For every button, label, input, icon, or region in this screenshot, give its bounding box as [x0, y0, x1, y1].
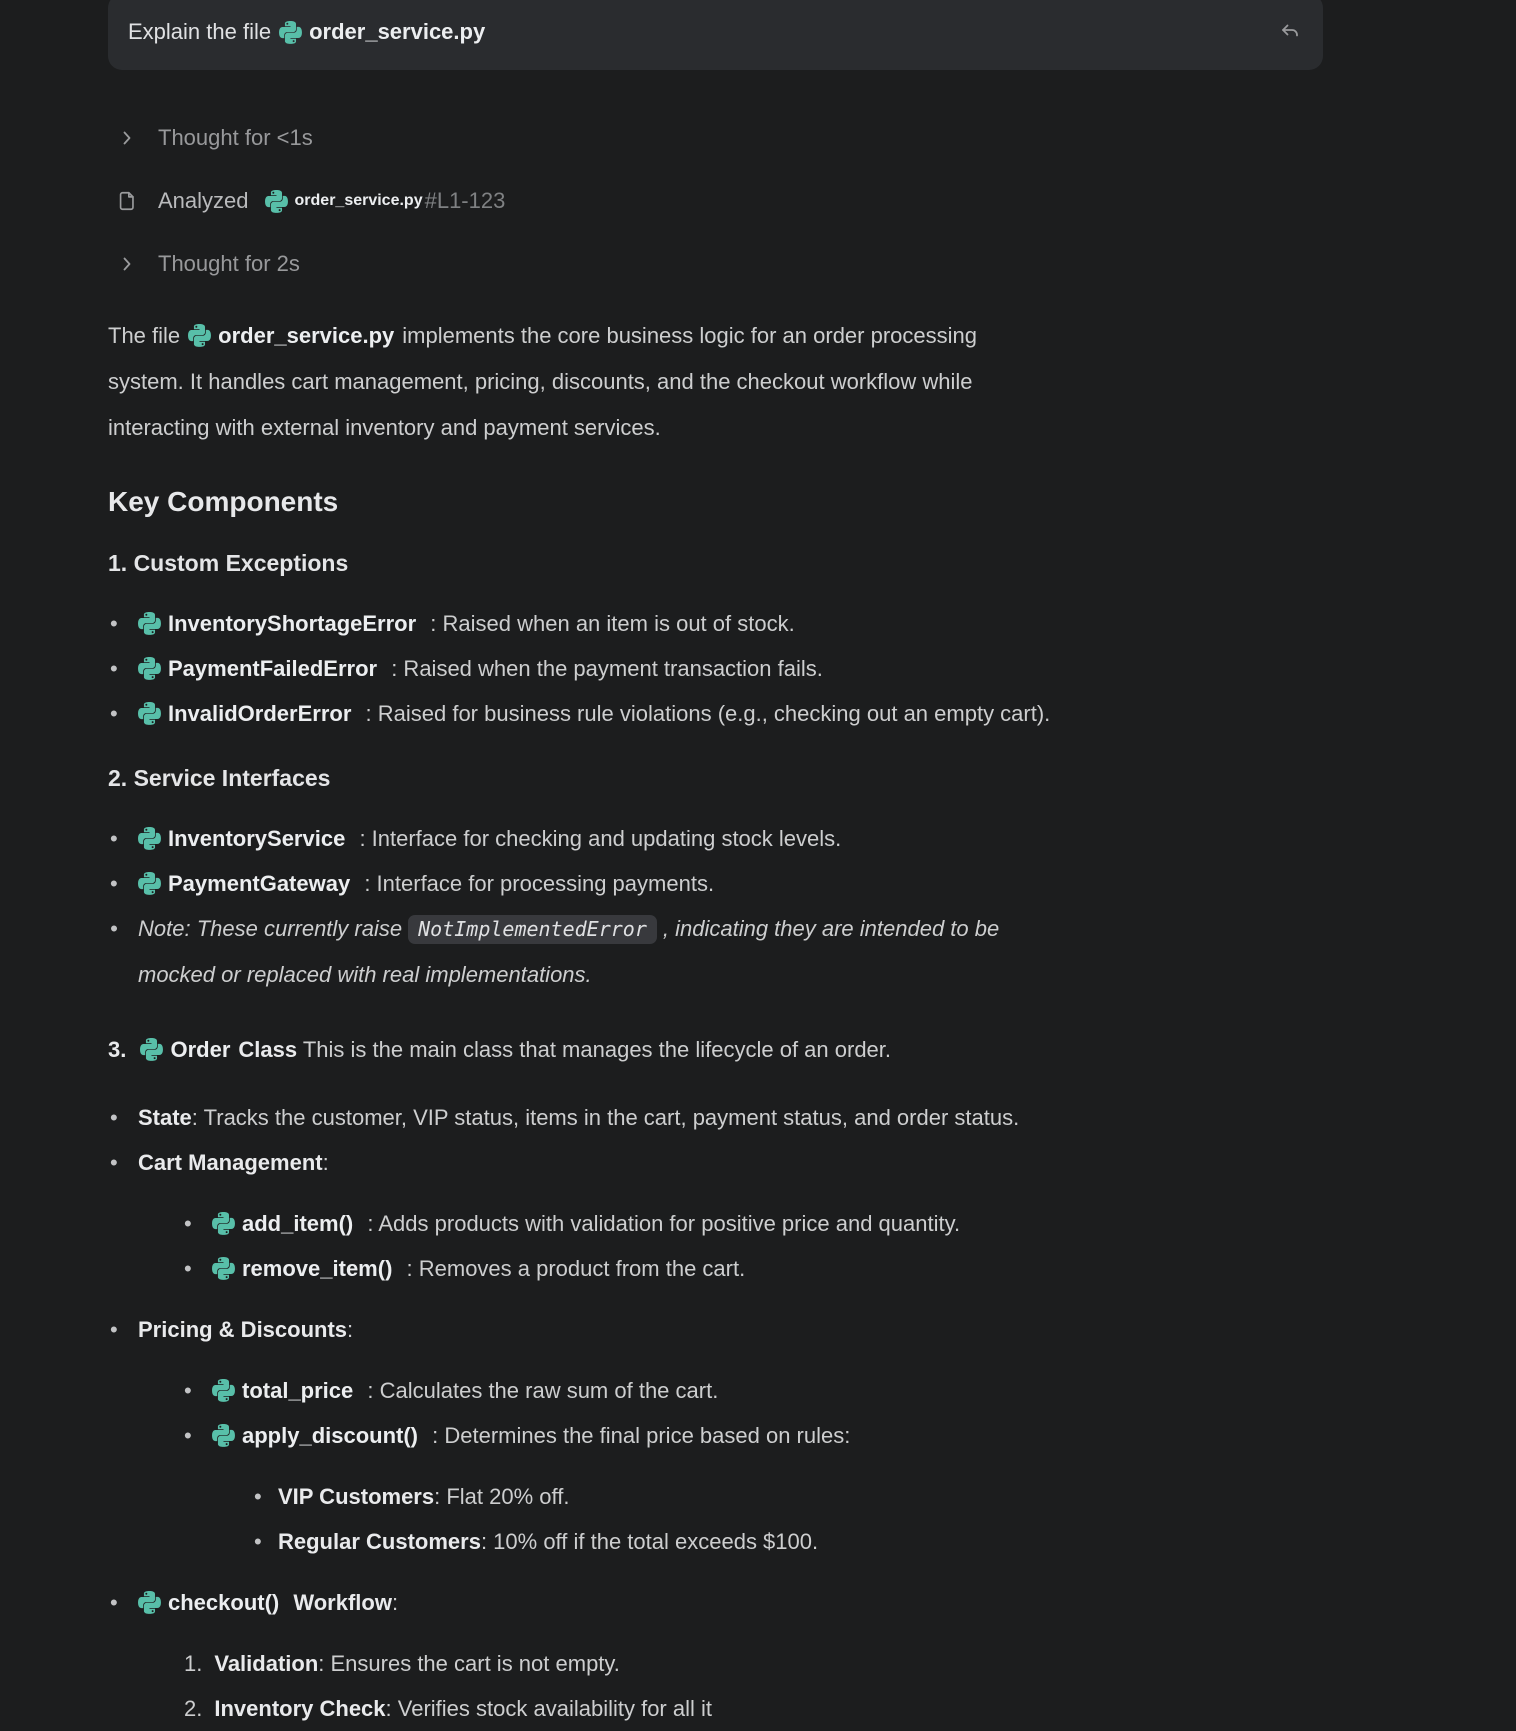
- bold-label: Validation: [214, 1651, 319, 1676]
- list-item: [182, 1413, 1423, 1564]
- note-text-line2: mocked or replaced with real implementations.: [138, 962, 592, 987]
- symbol-reference[interactable]: apply_discount(): [212, 1423, 418, 1448]
- python-icon: [212, 1257, 235, 1280]
- discount-rules-sublist: [254, 1474, 1423, 1564]
- intro-text: system. It handles cart management, pricing, discounts, and the checkout workflow while: [108, 369, 973, 394]
- list-item: [108, 1095, 1423, 1140]
- python-icon: [138, 827, 161, 850]
- inline-code: NotImplementedError: [408, 915, 657, 944]
- intro-paragraph: [108, 313, 1423, 451]
- item-text: : Adds products with validation for positive price and quantity.: [367, 1211, 961, 1236]
- bold-label: Regular Customers: [278, 1529, 481, 1554]
- symbol-reference[interactable]: add_item(): [212, 1211, 353, 1236]
- python-icon: [138, 612, 161, 635]
- bold-label: Workflow: [293, 1590, 392, 1615]
- user-message-bubble[interactable]: [108, 0, 1323, 70]
- service-interfaces-list: [108, 816, 1423, 997]
- bold-label: VIP Customers: [278, 1484, 435, 1509]
- thought-step-2[interactable]: [108, 243, 1423, 285]
- python-icon: [212, 1379, 235, 1402]
- python-icon: [212, 1212, 235, 1235]
- item-text: : Raised when the payment transaction fails.: [391, 656, 823, 681]
- python-icon: [188, 324, 211, 347]
- undo-icon: [1278, 20, 1302, 44]
- item-text: : Verifies stock availability for all it: [385, 1696, 712, 1721]
- item-text: : Flat 20% off.: [434, 1484, 570, 1509]
- agent-steps: [108, 117, 1423, 285]
- chat-panel: [108, 0, 1423, 1731]
- list-item: [108, 1140, 1423, 1291]
- item-text: : Ensures the cart is not empty.: [318, 1651, 620, 1676]
- bold-label: State: [138, 1105, 192, 1130]
- item-text: : 10% off if the total exceeds $100.: [480, 1529, 819, 1554]
- chevron-right-icon: [114, 251, 140, 277]
- bold-label: Inventory Check: [214, 1696, 386, 1721]
- symbol-reference[interactable]: InvalidOrderError: [138, 701, 351, 726]
- note-text: , indicating they are intended to be: [662, 916, 1000, 941]
- file-reference-chip[interactable]: [279, 19, 485, 45]
- document-icon: [114, 188, 140, 214]
- undo-button[interactable]: [1277, 19, 1303, 45]
- note-item: [108, 906, 1423, 997]
- thought-label: Thought for 2s: [158, 251, 300, 276]
- python-icon: [212, 1424, 235, 1447]
- list-item: [108, 816, 1423, 861]
- item-text: : Tracks the customer, VIP status, items in the cart, payment status, and order status.: [191, 1105, 1020, 1130]
- file-name: order_service.py: [309, 19, 486, 44]
- list-item: [108, 601, 1423, 646]
- list-item: [182, 1201, 1423, 1246]
- python-icon: [138, 872, 161, 895]
- list-item: [108, 691, 1423, 736]
- section-title-custom-exceptions: 1. Custom Exceptions: [108, 550, 349, 576]
- symbol-reference[interactable]: Order: [140, 1037, 230, 1062]
- item-text: : Raised when an item is out of stock.: [430, 611, 795, 636]
- item-text: :: [347, 1317, 354, 1342]
- list-item: [108, 646, 1423, 691]
- item-text: : Determines the final price based on rules:: [432, 1423, 851, 1448]
- item-text: :: [322, 1150, 329, 1175]
- item-text: : Interface for processing payments.: [364, 871, 715, 896]
- cart-management-sublist: [182, 1201, 1423, 1291]
- custom-exceptions-list: [108, 601, 1423, 736]
- item-text: : Interface for checking and updating stock levels.: [359, 826, 842, 851]
- chevron-right-icon: [114, 125, 140, 151]
- analyzed-file-step[interactable]: [108, 180, 1423, 222]
- analyzed-label: Analyzed: [158, 188, 249, 213]
- symbol-reference[interactable]: total_price: [212, 1378, 353, 1403]
- line-range: #L1-123: [424, 188, 506, 213]
- list-item: [108, 861, 1423, 906]
- step-number: 2.: [184, 1696, 203, 1721]
- item-text: : Removes a product from the cart.: [406, 1256, 746, 1281]
- list-item: [108, 1307, 1423, 1564]
- user-message-text: Explain the file: [128, 19, 272, 44]
- symbol-reference[interactable]: remove_item(): [212, 1256, 392, 1281]
- item-text: : Raised for business rule violations (e.g., checking out an empty cart).: [365, 701, 1051, 726]
- order-class-heading: [108, 1027, 1423, 1073]
- step-number: 1.: [184, 1651, 203, 1676]
- list-item: [184, 1641, 1423, 1686]
- python-icon: [140, 1038, 163, 1061]
- symbol-reference[interactable]: checkout(): [138, 1590, 279, 1615]
- list-item: [254, 1474, 1423, 1519]
- file-name: order_service.py: [294, 192, 423, 209]
- section-number: 3.: [108, 1037, 127, 1062]
- pricing-discounts-sublist: [182, 1368, 1423, 1564]
- list-item: [184, 1686, 1423, 1731]
- section-text: This is the main class that manages the lifecycle of an order.: [302, 1037, 892, 1062]
- thought-label: Thought for <1s: [158, 125, 313, 150]
- file-reference-inline[interactable]: order_service.py: [188, 323, 394, 348]
- intro-text: interacting with external inventory and payment services.: [108, 415, 661, 440]
- list-item: [182, 1368, 1423, 1413]
- python-icon: [265, 190, 288, 213]
- python-icon: [279, 21, 302, 44]
- intro-text: implements the core business logic for an order processing: [402, 323, 977, 348]
- order-class-list: [108, 1095, 1423, 1731]
- symbol-reference[interactable]: PaymentFailedError: [138, 656, 377, 681]
- list-item: [108, 1580, 1423, 1731]
- intro-text: The file: [108, 323, 181, 348]
- python-icon: [138, 1591, 161, 1614]
- symbol-reference[interactable]: InventoryService: [138, 826, 345, 851]
- python-icon: [138, 702, 161, 725]
- note-text: Note: These currently raise: [138, 916, 403, 941]
- key-components-heading: Key Components: [108, 486, 339, 517]
- checkout-workflow-list: [184, 1641, 1423, 1731]
- bold-label: Class: [238, 1037, 298, 1062]
- item-text: : Calculates the raw sum of the cart.: [367, 1378, 719, 1403]
- list-item: [254, 1519, 1423, 1564]
- python-icon: [138, 657, 161, 680]
- symbol-reference[interactable]: InventoryShortageError: [138, 611, 416, 636]
- bold-label: Pricing & Discounts: [138, 1317, 348, 1342]
- bold-label: Cart Management: [138, 1150, 323, 1175]
- thought-step-1[interactable]: [108, 117, 1423, 159]
- symbol-reference[interactable]: PaymentGateway: [138, 871, 350, 896]
- item-text: :: [391, 1590, 399, 1615]
- list-item: [182, 1246, 1423, 1291]
- section-title-service-interfaces: 2. Service Interfaces: [108, 765, 331, 791]
- analyzed-file-reference[interactable]: [265, 190, 423, 213]
